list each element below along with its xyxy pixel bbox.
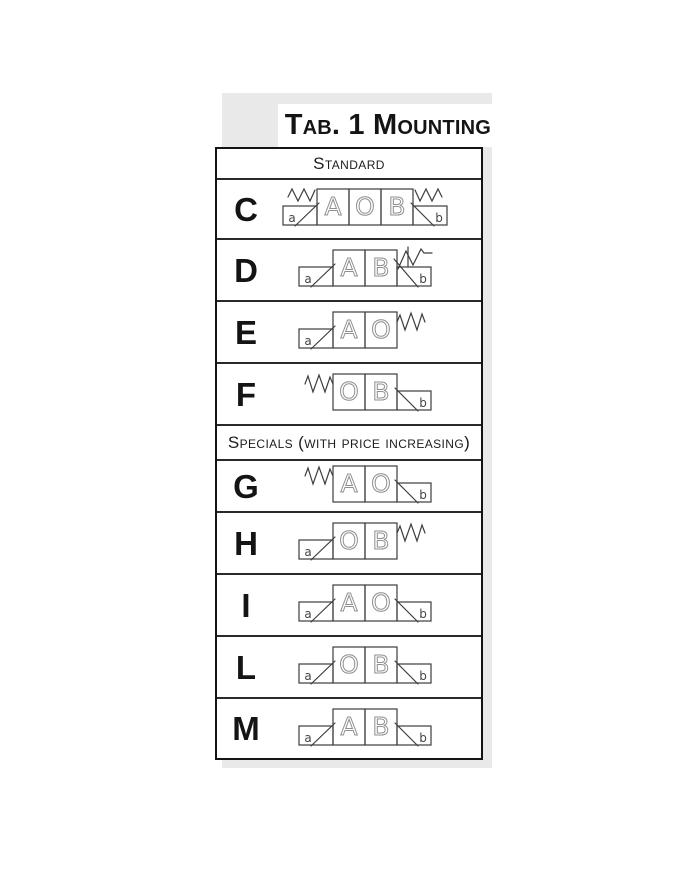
section-header [217,424,481,459]
valve-position-letter: A [340,469,358,498]
valve-position-letter: B [388,192,406,221]
mounting-code-letter: H [234,524,258,562]
valve-symbol [245,370,485,418]
valve-symbol [245,581,485,629]
valve-position-letter: B [372,650,390,679]
table-row [217,697,481,758]
solenoid-tag-b: b [435,211,443,225]
valve-position-letter: O [371,315,391,344]
solenoid-tag-a: a [288,211,296,225]
solenoid-tag-b: b [419,272,427,286]
section-header [217,149,481,178]
spring-icon [397,524,425,541]
mounting-code-letter: C [234,190,258,228]
spring-icon [305,375,333,392]
table-row [217,238,481,300]
solenoid-tag-a: a [304,334,312,348]
mounting-table [215,147,483,760]
solenoid-tag-a: a [304,545,312,559]
solenoid-tag-a: a [304,730,312,745]
valve-position-letter: O [371,588,391,617]
solenoid-tag-a: a [304,607,312,621]
spring-icon [305,467,333,484]
valve-symbol [245,308,485,356]
valve-symbol [245,643,485,691]
mounting-code-letter: G [233,467,259,505]
valve-position-letter: B [372,526,390,555]
valve-position-letter: O [339,526,359,555]
table-row [217,178,481,238]
valve-position-letter: O [355,192,375,221]
solenoid-tag-b: b [419,607,427,621]
solenoid-tag-b: b [419,488,427,502]
table-row [217,635,481,697]
valve-position-letter: O [339,650,359,679]
table-row [217,573,481,635]
spring-icon [398,249,432,269]
table-row [217,511,481,573]
spring-icon [415,189,442,201]
mounting-code-letter: F [235,375,257,413]
mounting-code-letter: L [235,648,257,686]
solenoid-tag-a: a [304,669,312,683]
mounting-code-letter: I [241,586,251,624]
table-row [217,362,481,424]
valve-symbol [245,705,485,753]
title-box [278,104,492,147]
solenoid-tag-b: b [419,396,427,410]
valve-position-letter: A [324,192,342,221]
solenoid-tag-b: b [419,730,427,745]
solenoid-tag-b: b [419,669,427,683]
valve-position-letter: B [372,711,390,741]
valve-symbol [245,185,485,233]
valve-position-letter: A [340,253,358,282]
valve-position-letter: A [340,588,358,617]
spring-icon [288,189,315,201]
table-row [217,300,481,362]
table-row [217,459,481,511]
page-title: Tab. 1 Mounting [284,109,491,141]
valve-position-letter: A [340,315,358,344]
valve-position-letter: O [371,469,391,498]
valve-position-letter: B [372,377,390,406]
mounting-code-letter: D [234,251,258,289]
valve-position-letter: O [339,377,359,406]
valve-symbol [245,519,485,567]
valve-symbol [245,246,485,294]
mounting-code-letter: E [234,313,257,351]
valve-position-letter: A [340,711,358,741]
spring-icon [397,313,425,330]
valve-symbol [245,462,485,510]
valve-position-letter: B [372,253,390,282]
solenoid-tag-a: a [304,272,312,286]
mounting-code-letter: M [232,710,260,747]
section-header-label: Standard [313,153,385,173]
section-header-label: Specials (with price increasing) [227,432,471,452]
